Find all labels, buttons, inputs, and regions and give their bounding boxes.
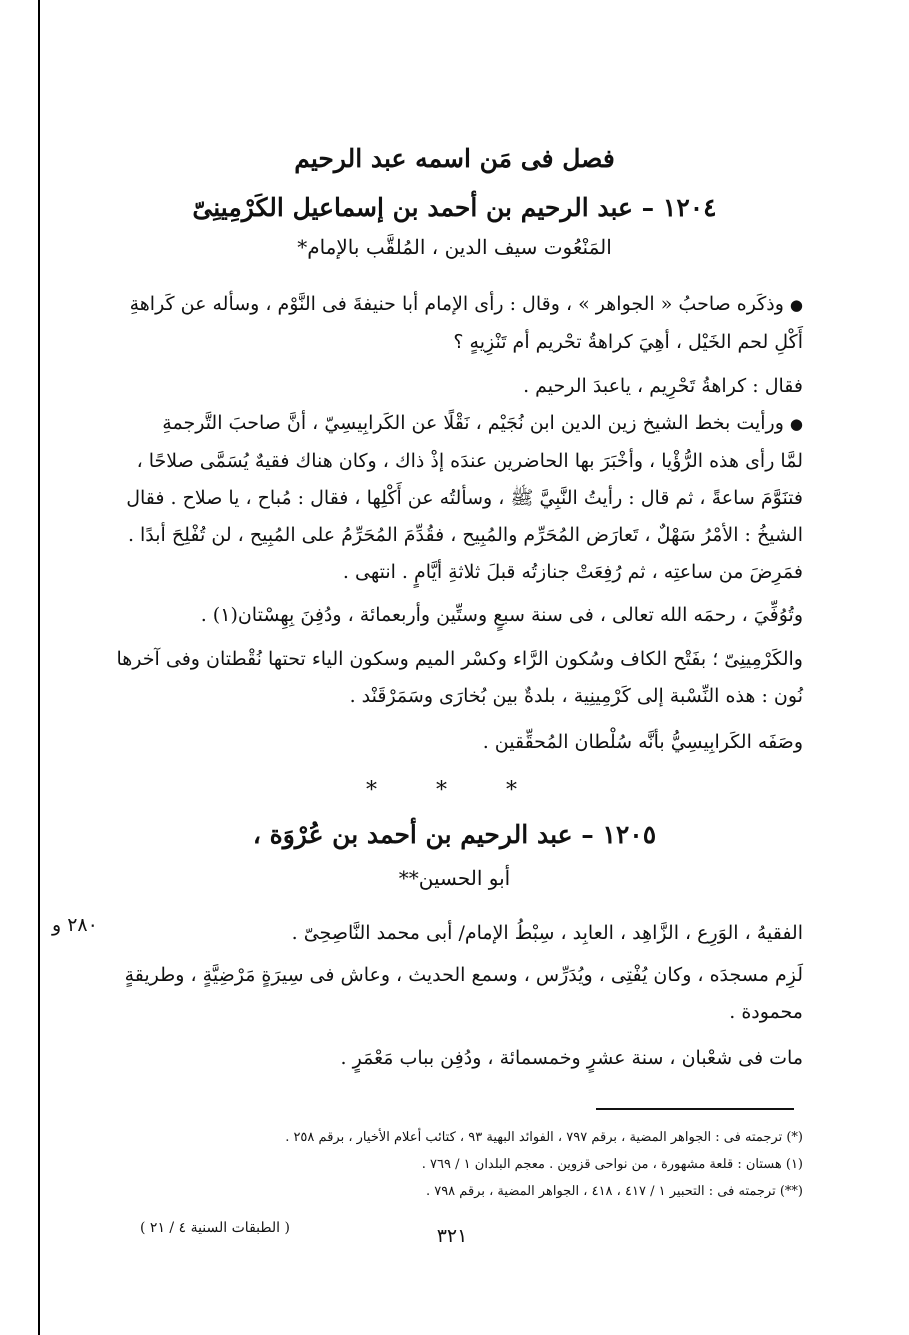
footnote: (١) هستان : قلعة مشهورة ، من نواحى قزوين . معجم البلدان ١ / ٧٦٩ . (421, 1157, 803, 1172)
text-line (93, 286, 803, 324)
text-line: محمودة . (729, 1001, 803, 1023)
text-line: فمَرِضَ من ساعتِه ، ثم رُفِعَتْ جنازتُه قبلَ ثلاثةِ أيَّامٍ . انتهى . (342, 561, 803, 583)
text-line: الفقيهُ ، الوَرِع ، الزَّاهِد ، العابِد ، سِبْطُ الإمام/ أبى محمد النَّاصِحِىّ . (291, 922, 803, 944)
entry-1204-paragraph-6 (93, 724, 803, 761)
entry-1205-subtitle: أبو الحسين** (398, 866, 511, 890)
entry-1204-subtitle: المَنْعُوت سيف الدين ، المُلقَّب بالإمام* (297, 235, 612, 259)
manuscript-folio-note: ٢٨٠ و (52, 914, 98, 936)
section-separator: * * * (366, 778, 543, 803)
text-line: والكَرْمِينِىّ ؛ بفَتْح الكاف وسُكون الرَّاء وكسْر الميم وسكون الياء تحتها نُقْطتان وفى آخرها (116, 648, 803, 670)
line-text: ورأيت بخط الشيخ زين الدين ابن نُجَيْم ، نَقْلًا عن الكَرابِيسِيّ ، أنَّ صاحبَ التَّرجمةِ (162, 412, 784, 434)
footnote: (*) ترجمته فى : الجواهر المضية ، برقم ٧٩٧ ، الفوائد البهية ٩٣ ، كتائب أعلام الأخيار ، برقم ٢٥٨ . (285, 1130, 803, 1145)
page-number: ٣٢١ (436, 1225, 468, 1247)
text-line: لمَّا رأى هذه الرُّؤْيا ، وأخْبَرَ بها الحاضرين عندَه إذْ ذاك ، وكان هناك فقيهٌ يُسَمَّى صلاحًا ، (136, 450, 803, 472)
text-line: فتنَوَّمَ ساعةً ، ثم قال : رأيتُ النَّبِيَّ ﷺ ، وسألتُه عن أَكْلِها ، فقال : مُباح ، يا صلاح . فقال (126, 487, 803, 509)
section-heading: فصل فى مَن اسمه عبد الرحيم (294, 144, 615, 173)
printer-signature: ( الطبقات السنية ٤ / ٢١ ) (140, 1220, 290, 1236)
text-line: أَكْلِ لحم الخَيْل ، أهِيَ كراهةُ تحْريم أم تَنْزِيهٍ ؟ (453, 331, 803, 353)
line-text: وذكَره صاحبُ « الجواهر » ، وقال : رأى الإمام أبا حنيفةَ فى النَّوْم ، وسأله عن كَراهةِ (129, 293, 784, 315)
text-line: وصَفَه الكَرابِيسِيُّ بأنَّه سُلْطان المُحقِّقين . (482, 731, 803, 753)
entry-1204-paragraph-1 (93, 286, 803, 361)
entry-1204-paragraph-5 (93, 641, 803, 715)
text-line: الشيخُ : الأمْرُ سَهْلٌ ، تَعارَض المُحَرِّم والمُبِيح ، فقُدِّمَ المُحَرِّمُ على المُبِيح ، لن تُفْلِحَ أبدًا . (127, 524, 803, 546)
text-line (93, 405, 803, 443)
entry-1205-paragraph-2 (93, 957, 803, 1031)
footnote-divider (596, 1108, 794, 1110)
entry-1205-paragraph-1 (93, 915, 803, 952)
text-line: لَزِم مسجدَه ، وكان يُفْتِى ، ويُدَرِّس ، وسمع الحديث ، وعاش فى سِيرَةٍ مَرْضِيَّةٍ ، وطريقةٍ (124, 964, 803, 986)
entry-1204-title: ١٢٠٤ – عبد الرحيم بن أحمد بن إسماعيل الكَرْمِينِىّ (192, 193, 717, 222)
text-line: فقال : كراهةُ تَحْرِيم ، ياعبدَ الرحيم . (523, 375, 803, 397)
footnote: (**) ترجمته فى : التحبير ١ / ٤١٧ ، ٤١٨ ، الجواهر المضية ، برقم ٧٩٨ . (425, 1184, 803, 1199)
bullet-icon: ● (789, 296, 803, 314)
entry-1204-paragraph-2 (93, 368, 803, 405)
entry-1204-paragraph-3 (93, 405, 803, 591)
text-line: نُون : هذه النِّسْبة إلى كَرْمِينِية ، بلدةٌ بين بُخارَى وسَمَرْقَنْد . (349, 685, 803, 707)
bullet-icon: ● (789, 415, 803, 433)
entry-1205-title: ١٢٠٥ – عبد الرحيم بن أحمد بن عُرْوَة ، (252, 820, 657, 849)
text-line: وتُوُفِّيَ ، رحمَه الله تعالى ، فى سنة سبعٍ وستِّين وأربعمائة ، ودُفِنَ بِهِسْتان(١) . (200, 604, 803, 626)
entry-1204-paragraph-4 (93, 597, 803, 634)
text-line: مات فى شعْبان ، سنة عشرٍ وخمسمائة ، ودُفِن بباب مَعْمَرٍ . (340, 1047, 803, 1069)
footnotes (83, 1124, 803, 1205)
entry-1205-paragraph-3 (93, 1040, 803, 1077)
